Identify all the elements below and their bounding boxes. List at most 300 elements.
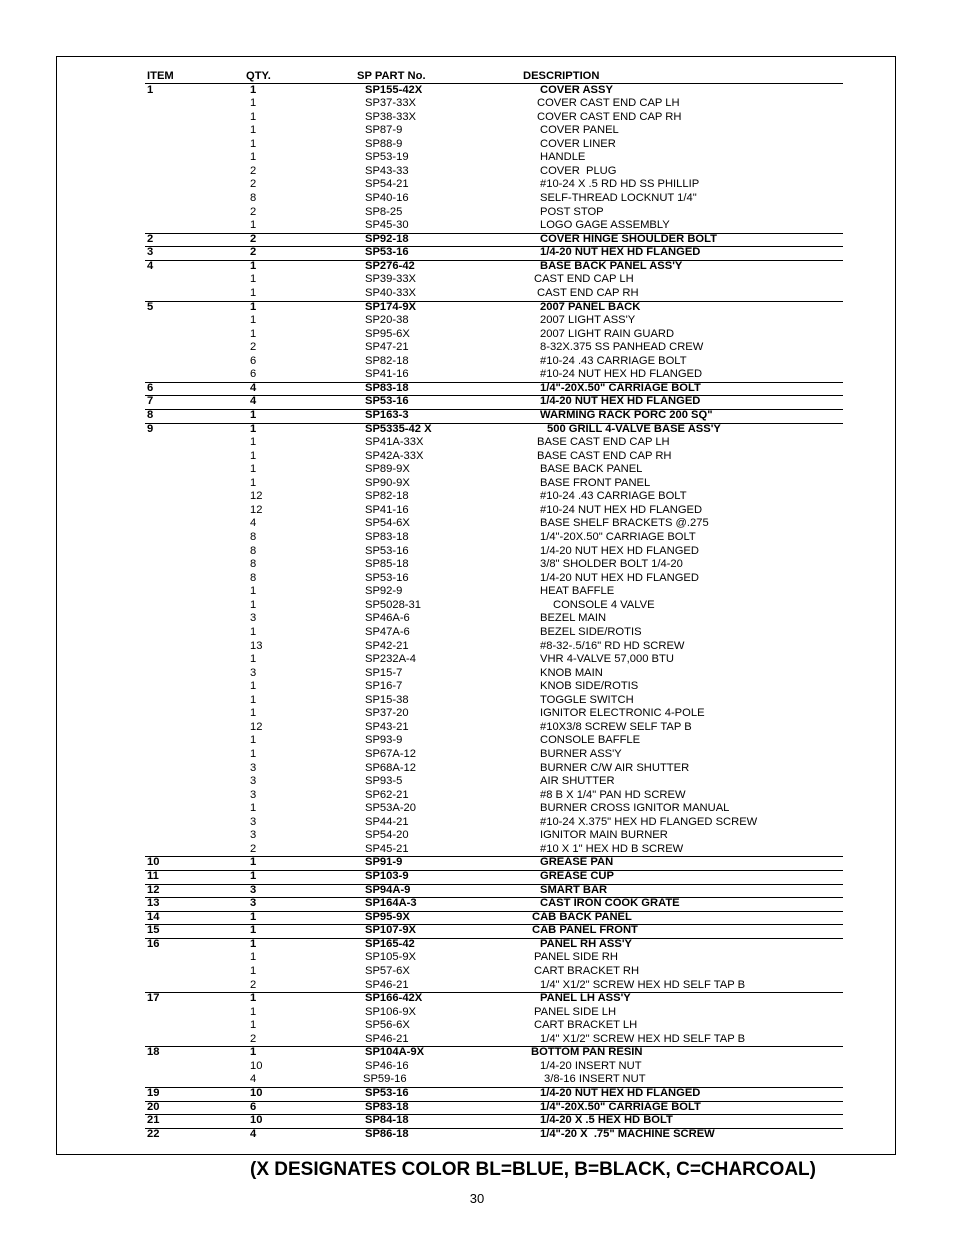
quantity: 2	[250, 978, 257, 991]
description: 1/4" X1/2" SCREW HEX HD SELF TAP B	[540, 1032, 746, 1045]
description: HEAT BAFFLE	[540, 585, 615, 598]
description: CART BRACKET RH	[534, 964, 640, 977]
part-number: SP42A-33X	[365, 449, 424, 462]
quantity: 1	[250, 680, 257, 693]
quantity: 2	[250, 842, 257, 855]
table-row-subpart	[0, 585, 954, 599]
part-number: SP83-18	[365, 381, 409, 394]
quantity: 1	[250, 802, 257, 815]
item-number: 6	[147, 381, 154, 394]
part-number: SP46-21	[365, 1032, 409, 1045]
description: #10-24 .43 CARRIAGE BOLT	[540, 490, 687, 503]
table-header	[0, 70, 954, 84]
quantity: 2	[250, 178, 257, 191]
part-number: SP45-30	[365, 219, 409, 232]
quantity: 1	[250, 951, 257, 964]
description: CONSOLE 4 VALVE	[553, 598, 655, 611]
description: GREASE CUP	[540, 870, 614, 882]
description: HANDLE	[540, 151, 586, 164]
part-number: SP43-33	[365, 164, 409, 177]
item-number: 22	[147, 1127, 160, 1140]
table-row-subpart	[0, 151, 954, 165]
description: COVER HINGE SHOULDER BOLT	[540, 232, 717, 245]
quantity: 3	[250, 897, 257, 910]
description: CAST IRON COOK GRATE	[540, 897, 680, 910]
table-row-subpart	[0, 762, 954, 776]
part-number: SP44-21	[365, 815, 409, 828]
part-number: SP276-42	[365, 259, 415, 272]
item-number: 1	[147, 83, 154, 96]
part-number: SP46-21	[365, 978, 409, 991]
quantity: 12	[250, 503, 263, 516]
table-row-subpart	[0, 626, 954, 640]
description: PANEL RH ASS'Y	[540, 937, 632, 950]
description: #10-24 X .5 RD HD SS PHILLIP	[540, 178, 700, 191]
part-number: SP82-18	[365, 354, 409, 367]
description: SELF-THREAD LOCKNUT 1/4"	[540, 192, 697, 204]
description: BURNER C/W AIR SHUTTER	[540, 761, 690, 774]
part-number: SP39-33X	[365, 273, 416, 286]
item-number: 18	[147, 1046, 160, 1059]
quantity: 3	[250, 788, 257, 801]
quantity: 1	[250, 300, 257, 313]
part-number: SP47A-6	[365, 625, 410, 638]
description: IGNITOR ELECTRONIC 4-POLE	[540, 707, 705, 720]
table-row-subpart	[0, 734, 954, 748]
table-row-subpart	[0, 450, 954, 464]
description: #8-32-.5/16" RD HD SCREW	[540, 639, 685, 652]
part-number: SP46-16	[365, 1059, 409, 1072]
description: COVER CAST END CAP LH	[537, 97, 680, 110]
table-row-subpart	[0, 490, 954, 504]
quantity: 4	[250, 395, 257, 408]
quantity: 4	[250, 1127, 257, 1140]
part-number: SP43-21	[365, 720, 409, 733]
table-row-subpart	[0, 979, 954, 993]
item-number: 16	[147, 937, 160, 950]
part-number: SP155-42X	[365, 83, 423, 96]
part-number: SP15-7	[365, 666, 403, 679]
part-number: SP174-9X	[365, 300, 416, 313]
description: COVER PLUG	[540, 164, 617, 177]
part-number: SP83-18	[365, 1100, 409, 1113]
quantity: 4	[250, 381, 257, 394]
table-row-subpart	[0, 517, 954, 531]
item-number: 7	[147, 395, 154, 408]
part-number: SP53-16	[365, 1086, 409, 1099]
table-row-subpart	[0, 124, 954, 138]
table-row-subpart	[0, 463, 954, 477]
table-row-main-item	[0, 301, 954, 315]
description: BOTTOM PAN RESIN	[531, 1046, 643, 1059]
description: BEZEL MAIN	[540, 612, 607, 625]
table-row-main-item	[0, 246, 954, 260]
description: IGNITOR MAIN BURNER	[540, 829, 668, 842]
part-number: SP93-9	[365, 734, 403, 747]
description: #10-24 NUT HEX HD FLANGED	[540, 368, 703, 381]
part-number: SP41-16	[365, 368, 409, 381]
part-number: SP88-9	[365, 137, 403, 150]
part-number: SP166-42X	[365, 992, 423, 1004]
table-row-main-item	[0, 233, 954, 247]
part-number: SP41-16	[365, 503, 409, 516]
description: CAST END CAP LH	[534, 273, 634, 286]
part-number: SP15-38	[365, 693, 409, 706]
description: 500 GRILL 4-VALVE BASE ASS'Y	[547, 422, 721, 435]
table-row-subpart	[0, 816, 954, 830]
quantity: 1	[250, 693, 257, 706]
part-number: SP45-21	[365, 842, 409, 855]
description: #10 X 1" HEX HD B SCREW	[540, 842, 684, 855]
table-row-subpart	[0, 802, 954, 816]
part-number: SP53-19	[365, 151, 409, 164]
table-row-main-item	[0, 1087, 954, 1101]
table-row-subpart	[0, 355, 954, 369]
header-part-number: SP PART No.	[357, 70, 426, 82]
description: #10-24 NUT HEX HD FLANGED	[540, 503, 703, 516]
table-row-subpart	[0, 1060, 954, 1074]
part-number: SP164A-3	[365, 897, 417, 910]
quantity: 1	[250, 286, 257, 299]
quantity: 1	[250, 598, 257, 611]
quantity: 4	[250, 1073, 257, 1086]
quantity: 1	[250, 870, 257, 882]
quantity: 1	[250, 110, 257, 123]
item-number: 12	[147, 883, 160, 896]
quantity: 1	[250, 1019, 257, 1032]
description: #10-24 X.375" HEX HD FLANGED SCREW	[540, 815, 758, 828]
part-number: SP54-20	[365, 829, 409, 842]
table-row-subpart	[0, 572, 954, 586]
quantity: 8	[250, 544, 257, 557]
description: KNOB SIDE/ROTIS	[540, 680, 639, 693]
part-number: SP93-5	[365, 775, 403, 788]
quantity: 12	[250, 720, 263, 733]
part-number: SP57-6X	[365, 964, 410, 977]
table-row-subpart	[0, 111, 954, 125]
part-number: SP92-9	[365, 585, 403, 598]
table-row-subpart	[0, 789, 954, 803]
table-row-subpart	[0, 1019, 954, 1033]
description: POST STOP	[540, 205, 604, 218]
part-number: SP94A-9	[365, 883, 411, 896]
description: BASE CAST END CAP LH	[537, 436, 670, 449]
table-row-subpart	[0, 599, 954, 613]
item-number: 20	[147, 1100, 160, 1113]
item-number: 17	[147, 992, 160, 1004]
table-row-main-item	[0, 897, 954, 911]
quantity: 1	[250, 964, 257, 977]
table-row-main-item	[0, 1046, 954, 1060]
quantity: 3	[250, 666, 257, 679]
description: KNOB MAIN	[540, 666, 603, 679]
table-row-subpart	[0, 436, 954, 450]
quantity: 2	[250, 341, 257, 354]
item-number: 3	[147, 246, 154, 259]
table-row-subpart	[0, 640, 954, 654]
part-number: SP20-38	[365, 314, 409, 326]
description: CART BRACKET LH	[534, 1019, 638, 1032]
quantity: 1	[250, 625, 257, 638]
description: TOGGLE SWITCH	[540, 693, 634, 706]
item-number: 8	[147, 408, 154, 421]
table-row-main-item	[0, 992, 954, 1006]
part-number: SP104A-9X	[365, 1046, 425, 1059]
table-row-subpart	[0, 748, 954, 762]
part-number: SP40-16	[365, 192, 409, 204]
description: CAB PANEL FRONT	[532, 924, 638, 937]
description: 1/4-20 NUT HEX HD FLANGED	[540, 544, 699, 557]
item-number: 14	[147, 910, 160, 923]
item-number: 11	[147, 870, 159, 882]
item-number: 5	[147, 300, 154, 313]
description: AIR SHUTTER	[540, 775, 615, 788]
quantity: 3	[250, 883, 257, 896]
description: WARMING RACK PORC 200 SQ"	[540, 408, 713, 421]
quantity: 1	[250, 314, 257, 326]
quantity: 8	[250, 531, 257, 543]
part-number: SP84-18	[365, 1114, 409, 1127]
table-row-main-item	[0, 409, 954, 423]
quantity: 1	[250, 585, 257, 598]
part-number: SP82-18	[365, 490, 409, 503]
table-row-subpart	[0, 287, 954, 301]
table-row-subpart	[0, 531, 954, 545]
part-number: SP54-6X	[365, 517, 410, 530]
description: 1/4-20 X .5 HEX HD BOLT	[540, 1114, 673, 1127]
description: PANEL SIDE RH	[534, 951, 618, 964]
part-number: SP41A-33X	[365, 436, 424, 449]
quantity: 3	[250, 761, 257, 774]
table-row-subpart	[0, 1073, 954, 1087]
item-number: 21	[147, 1114, 160, 1127]
description: 1/4-20 NUT HEX HD FLANGED	[540, 246, 701, 259]
description: LOGO GAGE ASSEMBLY	[540, 219, 670, 232]
description: BASE BACK PANEL	[540, 463, 643, 476]
description: 2007 PANEL BACK	[540, 300, 641, 313]
description: COVER LINER	[540, 137, 616, 150]
part-number: SP90-9X	[365, 476, 410, 489]
part-number: SP67A-12	[365, 747, 416, 760]
table-row-subpart	[0, 206, 954, 220]
quantity: 12	[250, 490, 263, 503]
part-number: SP37-33X	[365, 97, 416, 110]
quantity: 1	[250, 747, 257, 760]
table-row-main-item	[0, 395, 954, 409]
description: SMART BAR	[540, 883, 608, 896]
part-number: SP16-7	[365, 680, 403, 693]
part-number: SP53A-20	[365, 802, 416, 815]
item-number: 4	[147, 259, 154, 272]
table-row-subpart	[0, 97, 954, 111]
part-number: SP86-18	[365, 1127, 409, 1140]
table-row-subpart	[0, 721, 954, 735]
description: 1/4-20 NUT HEX HD FLANGED	[540, 395, 701, 408]
quantity: 1	[250, 151, 257, 164]
item-number: 10	[147, 856, 160, 869]
quantity: 1	[250, 1005, 257, 1018]
table-row-subpart	[0, 667, 954, 681]
description: 1/4-20 INSERT NUT	[540, 1059, 642, 1072]
quantity: 8	[250, 192, 257, 204]
part-number: SP95-9X	[365, 910, 410, 923]
part-number: SP163-3	[365, 408, 409, 421]
description: PANEL SIDE LH	[534, 1005, 617, 1018]
header-description: DESCRIPTION	[523, 70, 600, 82]
description: COVER PANEL	[540, 124, 619, 137]
table-row-subpart	[0, 612, 954, 626]
description: 2007 LIGHT ASS'Y	[540, 314, 636, 326]
part-number: SP107-9X	[365, 924, 416, 937]
part-number: SP106-9X	[365, 1005, 416, 1018]
table-row-subpart	[0, 165, 954, 179]
quantity: 1	[250, 83, 257, 96]
part-number: SP68A-12	[365, 761, 416, 774]
quantity: 2	[250, 232, 257, 245]
table-row-subpart	[0, 138, 954, 152]
part-number: SP92-18	[365, 232, 409, 245]
part-number: SP5335-42 X	[365, 422, 432, 435]
quantity: 13	[250, 639, 263, 652]
description: BASE FRONT PANEL	[540, 476, 651, 489]
description: 2007 LIGHT RAIN GUARD	[540, 327, 675, 340]
part-number: SP62-21	[365, 788, 409, 801]
description: BEZEL SIDE/ROTIS	[540, 625, 642, 638]
table-row-main-item	[0, 870, 954, 884]
description: BURNER CROSS IGNITOR MANUAL	[540, 802, 730, 815]
description: BASE SHELF BRACKETS @.275	[540, 517, 709, 530]
table-row-subpart	[0, 951, 954, 965]
description: 1/4-20 NUT HEX HD FLANGED	[540, 1086, 701, 1099]
part-number: SP54-21	[365, 178, 409, 191]
quantity: 4	[250, 517, 257, 530]
table-row-subpart	[0, 314, 954, 328]
table-row-subpart	[0, 368, 954, 382]
part-number: SP85-18	[365, 558, 409, 571]
quantity: 1	[250, 422, 257, 435]
quantity: 1	[250, 992, 257, 1004]
description: 1/4"-20 X .75" MACHINE SCREW	[540, 1127, 715, 1140]
quantity: 1	[250, 408, 257, 421]
table-row-subpart	[0, 477, 954, 491]
quantity: 2	[250, 205, 257, 218]
quantity: 1	[250, 259, 257, 272]
part-number: SP165-42	[365, 937, 415, 950]
table-row-main-item	[0, 1114, 954, 1128]
table-row-subpart	[0, 219, 954, 233]
description: 1/4" X1/2" SCREW HEX HD SELF TAP B	[540, 978, 746, 991]
item-number: 19	[147, 1086, 160, 1099]
part-number: SP232A-4	[365, 653, 416, 665]
page-number: 30	[469, 1191, 485, 1206]
description: BURNER ASS'Y	[540, 747, 622, 760]
part-number: SP47-21	[365, 341, 409, 354]
table-row-subpart	[0, 707, 954, 721]
part-number: SP53-16	[365, 571, 409, 584]
table-row-subpart	[0, 843, 954, 857]
description: 1/4"-20X.50" CARRIAGE BOLT	[540, 531, 696, 543]
table-row-subpart	[0, 504, 954, 518]
description: #10-24 .43 CARRIAGE BOLT	[540, 354, 687, 367]
table-row-subpart	[0, 829, 954, 843]
quantity: 1	[250, 327, 257, 340]
quantity: 1	[250, 449, 257, 462]
quantity: 6	[250, 354, 257, 367]
header-item: ITEM	[147, 70, 174, 82]
part-number: SP5028-31	[365, 598, 421, 611]
table-row-main-item	[0, 260, 954, 274]
quantity: 6	[250, 1100, 257, 1113]
part-number: SP56-6X	[365, 1019, 410, 1032]
part-number: SP53-16	[365, 544, 409, 557]
quantity: 6	[250, 368, 257, 381]
table-row-main-item	[0, 911, 954, 925]
quantity: 10	[250, 1059, 263, 1072]
quantity: 2	[250, 246, 257, 259]
description: CONSOLE BAFFLE	[540, 734, 641, 747]
table-row-main-item	[0, 423, 954, 437]
item-number: 9	[147, 422, 154, 435]
quantity: 1	[250, 1046, 257, 1059]
table-row-subpart	[0, 328, 954, 342]
table-row-subpart	[0, 694, 954, 708]
quantity: 1	[250, 463, 257, 476]
color-code-note: (X DESIGNATES COLOR BL=BLUE, B=BLACK, C=CHARCOAL)	[250, 1159, 816, 1180]
description: PANEL LH ASS'Y	[540, 992, 631, 1004]
table-row-subpart	[0, 775, 954, 789]
description: #10X3/8 SCREW SELF TAP B	[540, 720, 692, 733]
table-row-main-item	[0, 924, 954, 938]
item-number: 15	[147, 924, 160, 937]
table-row-subpart	[0, 558, 954, 572]
part-number: SP8-25	[365, 205, 403, 218]
item-number: 2	[147, 232, 154, 245]
description: 1/4"-20X.50" CARRIAGE BOLT	[540, 381, 701, 394]
description: 8-32X.375 SS PANHEAD CREW	[540, 341, 704, 354]
table-row-main-item	[0, 382, 954, 396]
description: BASE CAST END CAP RH	[537, 449, 672, 462]
table-row-subpart	[0, 680, 954, 694]
part-number: SP95-6X	[365, 327, 410, 340]
description: VHR 4-VALVE 57,000 BTU	[540, 653, 674, 665]
part-number: SP53-16	[365, 395, 409, 408]
table-row-subpart	[0, 192, 954, 206]
quantity: 1	[250, 653, 257, 665]
description: #8 B X 1/4" PAN HD SCREW	[540, 788, 686, 801]
table-row-subpart	[0, 653, 954, 667]
table-row-subpart	[0, 1033, 954, 1047]
part-number: SP40-33X	[365, 286, 416, 299]
part-number: SP103-9	[365, 870, 409, 882]
quantity: 8	[250, 558, 257, 571]
table-row-main-item	[0, 1128, 954, 1142]
quantity: 3	[250, 775, 257, 788]
table-row-subpart	[0, 1006, 954, 1020]
table-row-subpart	[0, 178, 954, 192]
quantity: 2	[250, 1032, 257, 1045]
part-number: SP42-21	[365, 639, 409, 652]
part-number: SP105-9X	[365, 951, 416, 964]
table-row-main-item	[0, 938, 954, 952]
quantity: 1	[250, 910, 257, 923]
description: CAST END CAP RH	[537, 286, 639, 299]
quantity: 3	[250, 612, 257, 625]
table-row-main-item	[0, 84, 954, 98]
quantity: 1	[250, 856, 257, 869]
description: COVER CAST END CAP RH	[537, 110, 682, 123]
quantity: 1	[250, 924, 257, 937]
part-number: SP53-16	[365, 246, 409, 259]
